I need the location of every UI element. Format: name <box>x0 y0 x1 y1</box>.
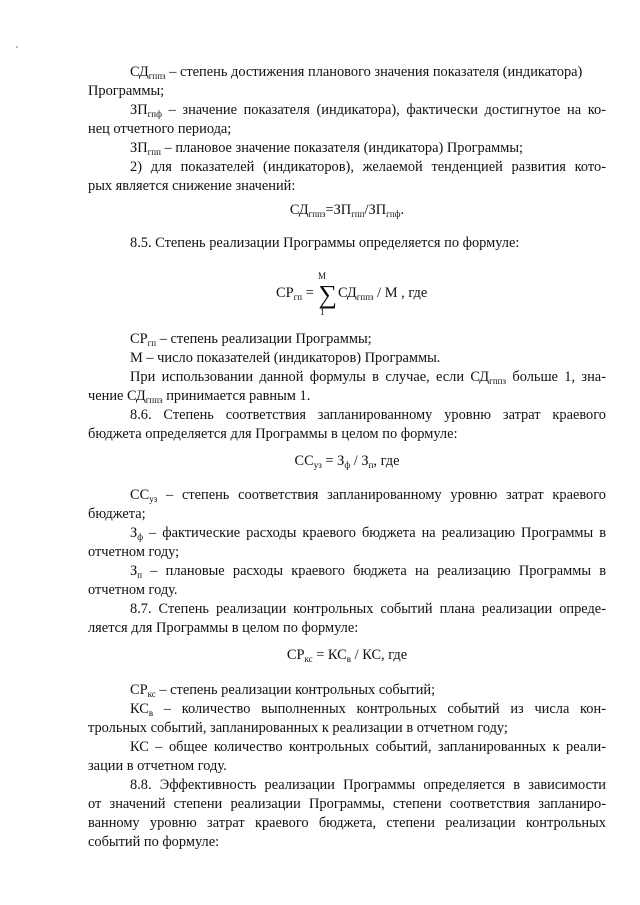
definition-ks-v <box>130 700 606 719</box>
term-subscript: гп <box>147 338 157 348</box>
definition-ks: КС – общее количество контрольных событий, запланированных к реали- <box>130 739 606 755</box>
formula-term: . <box>400 202 405 218</box>
formula-subscript: кс <box>304 654 313 664</box>
definition-sd-gppz <box>130 63 606 82</box>
definition-text: – количество выполненных контрольных событий из числа кон- <box>153 701 606 717</box>
formula-subscript: уз <box>313 460 322 470</box>
definition-ss-uz <box>130 486 606 505</box>
formula-term: / M , где <box>373 285 428 301</box>
formula-sr-gp <box>0 266 640 316</box>
text-line: ляется для Программы в целом по формуле: <box>88 620 359 636</box>
term: ЗП <box>130 140 148 156</box>
formula-subscript: в <box>346 654 352 664</box>
term-subscript: п <box>137 570 143 580</box>
formula-subscript: ф <box>344 460 351 470</box>
formula-term: = З <box>321 453 345 469</box>
section-8-7: 8.7. Степень реализации контрольных событий плана реализации опреде- <box>130 601 606 617</box>
formula-ss-uz <box>88 452 606 471</box>
definition-text: – фактические расходы краевого бюджета на реализацию Программы в <box>143 525 606 541</box>
term-subscript: гпф <box>147 109 162 119</box>
text-line: рых является снижение значений: <box>88 178 296 194</box>
formula-term: СС <box>294 453 314 469</box>
text-line: бюджета; <box>88 506 146 522</box>
definition-z-f <box>130 524 606 543</box>
formula-subscript: гппз <box>308 209 326 219</box>
term-subscript: гппз <box>148 71 166 81</box>
term-subscript: уз <box>149 494 158 504</box>
formula-term: СР <box>286 647 305 663</box>
definition-zp-gpf <box>130 101 606 120</box>
text-line: отчетном году; <box>88 544 180 560</box>
definition-m: М – число показателей (индикаторов) Программы. <box>130 350 441 366</box>
definition-text: – плановые расходы краевого бюджета на реализацию Программы в <box>142 563 606 579</box>
term: СР <box>130 331 148 347</box>
formula-equals: = <box>302 285 318 301</box>
text-part: принимается равным 1. <box>162 388 311 404</box>
text-line: трольных событий, запланированных к реализации в отчетном году; <box>88 720 508 736</box>
section-8-5: 8.5. Степень реализации Программы определяется по формуле: <box>130 235 520 251</box>
definition-text: – степень реализации Программы; <box>156 331 372 347</box>
section-8-8: 8.8. Эффективность реализации Программы определяется в зависимости <box>130 777 606 793</box>
text-line: зации в отчетном году. <box>88 758 227 774</box>
definition-text: – степень достижения планового значения показателя (индикатора) <box>165 64 583 80</box>
sum-symbol: ∑ <box>318 280 337 309</box>
sum-upper-limit: M <box>318 271 327 281</box>
formula-term: /ЗП <box>364 202 387 218</box>
definition-z-p <box>130 562 606 581</box>
definition-text: – значение показателя (индикатора), фактически достигнутое на ко- <box>161 102 606 118</box>
definition-text: – степень соответствия запланированному уровню затрат краевого <box>157 487 606 503</box>
text-line: бюджета определяется для Программы в целом по формуле: <box>88 426 458 442</box>
term-subscript: гпп <box>147 147 161 157</box>
scan-artifact <box>16 46 18 48</box>
text-line <box>88 387 606 406</box>
term: СР <box>130 682 148 698</box>
text-line: Программы; <box>88 83 165 99</box>
term: СС <box>130 487 150 503</box>
text-line: нец отчетного периода; <box>88 121 232 137</box>
text-line: событий по формуле: <box>88 834 220 850</box>
term-subscript: в <box>148 708 154 718</box>
definition-sr-ks <box>130 681 606 700</box>
formula-subscript: гп <box>293 292 303 302</box>
term-subscript: ф <box>137 532 144 542</box>
formula-term: / З <box>350 453 369 469</box>
sum-lower-limit: 1 <box>320 307 325 317</box>
definition-sr-gp <box>130 330 606 349</box>
term-subscript: гппз <box>145 395 163 405</box>
formula-term: / КС, где <box>351 647 408 663</box>
text-part: При использовании данной формулы в случае, если СД <box>130 369 490 385</box>
formula-subscript: гпф <box>386 209 401 219</box>
formula-term: СД <box>289 202 309 218</box>
formula-subscript: гппз <box>356 292 374 302</box>
formula-term: =ЗП <box>325 202 352 218</box>
term-subscript: гппз <box>489 376 507 386</box>
text-line: ванному уровню затрат краевого бюджета, степени реализации контрольных <box>88 815 606 831</box>
formula-sr-ks <box>88 646 606 665</box>
term: СД <box>130 64 149 80</box>
section-8-6: 8.6. Степень соответствия запланированному уровню затрат краевого <box>130 407 606 423</box>
text-part: чение СД <box>88 388 146 404</box>
term-subscript: кс <box>147 689 156 699</box>
formula-term: СД <box>337 285 357 301</box>
term: З <box>130 563 138 579</box>
term: З <box>130 525 138 541</box>
term: ЗП <box>130 102 148 118</box>
text-line: от значений степени реализации Программы, степени соответствия запланиро- <box>88 796 606 812</box>
text-part: больше 1, зна- <box>506 369 606 385</box>
formula-subscript: п <box>368 460 374 470</box>
formula-term: , где <box>373 453 400 469</box>
formula-subscript: гпп <box>351 209 365 219</box>
definition-text: – плановое значение показателя (индикатора) Программы; <box>160 140 524 156</box>
formula-term: СР <box>276 285 294 301</box>
text-line <box>130 368 606 387</box>
formula-term: = КС <box>312 647 347 663</box>
formula-row <box>276 282 427 308</box>
definition-text: – степень реализации контрольных событий; <box>155 682 436 698</box>
definition-zp-gpp <box>130 139 606 158</box>
formula-sd-gppz <box>88 201 606 220</box>
term: КС <box>130 701 149 717</box>
text-line: отчетном году. <box>88 582 178 598</box>
text-line: 2) для показателей (индикаторов), желаемой тенденцией развития кото- <box>130 159 606 175</box>
